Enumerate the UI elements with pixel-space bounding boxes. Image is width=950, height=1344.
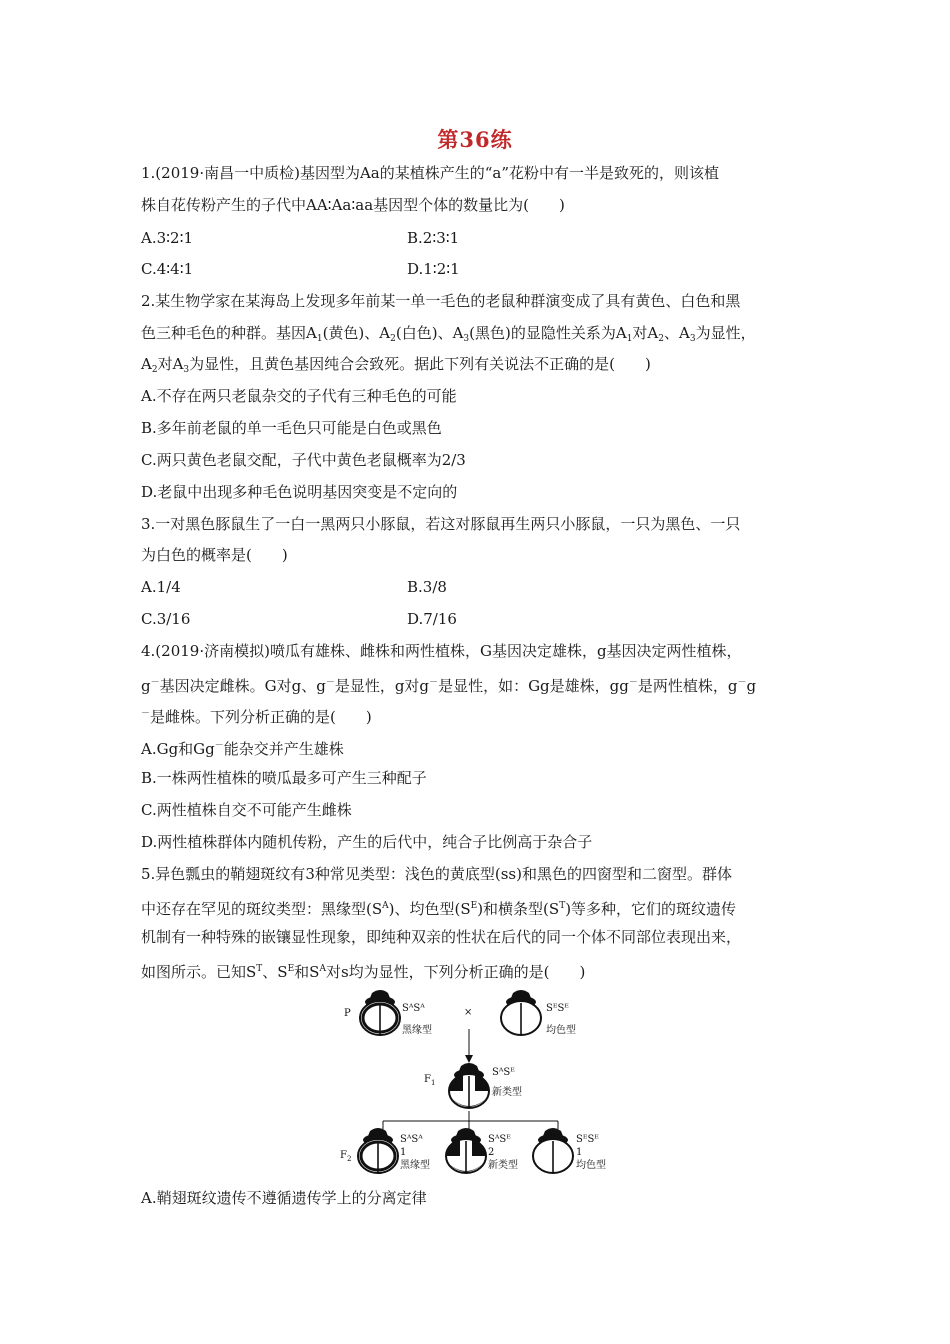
q5-line3: 机制有一种特殊的嵌镶显性现象，即纯种双亲的性状在后代的同一个体不同部位表现出来， [141, 928, 742, 946]
f2b-phenotype: 新类型 [488, 1160, 518, 1171]
q1-line2: 株自花传粉产生的子代中AA∶Aa∶aa基因型个体的数量比为( ) [141, 196, 565, 214]
q2-line1: 2.某生物学家在某海岛上发现多年前某一单一毛色的老鼠种群演变成了具有黄色、白色和黑 [141, 292, 741, 310]
q3-option-d: D.7/16 [407, 610, 457, 628]
q2-option-c: C.两只黄色老鼠交配，子代中黄色老鼠概率为2/3 [141, 451, 466, 469]
q5-option-a: A.鞘翅斑纹遗传不遵循遗传学上的分离定律 [141, 1189, 427, 1207]
q4-line3: －是雌株。下列分析正确的是( ) [141, 708, 372, 726]
q2-line2: 色三种毛色的种群。基因$A_1$(黄色)、$A_2$(白色)、$A_3$(黑色)的显隐性关系为$A_1$对$A_2$、$A_3$为显性， [141, 324, 756, 344]
q3-option-a: A.1/4 [141, 578, 181, 596]
f2-beetle-even-color-icon [533, 1128, 573, 1173]
f2a-phenotype: 黑缘型 [400, 1160, 430, 1171]
f2b-genotype: SᴬSᴱ [488, 1134, 511, 1145]
f2c-ratio: 1 [576, 1147, 583, 1158]
q4-option-d: D.两性植株群体内随机传粉，产生的后代中，纯合子比例高于杂合子 [141, 833, 593, 851]
f2-beetle-new-type-icon [446, 1128, 486, 1173]
f2c-phenotype: 均色型 [576, 1160, 606, 1171]
arrow-head-icon [465, 1055, 473, 1063]
f2-beetle-black-edge-icon [358, 1128, 398, 1173]
p2-phenotype: 均色型 [546, 1025, 576, 1036]
q4-option-b: B.一株两性植株的喷瓜最多可产生三种配子 [141, 769, 427, 787]
q2-option-b: B.多年前老鼠的单一毛色只可能是白色或黑色 [141, 419, 442, 437]
p1-phenotype: 黑缘型 [402, 1025, 432, 1036]
beetle-even-color-icon [501, 990, 541, 1035]
q4-line2: g－基因决定雌株。G对g、g－是显性，g对g－是显性，如：Gg是雄株，gg－是两性植株，g－g [141, 677, 757, 695]
q1-option-c: C.4∶4∶1 [141, 260, 194, 278]
q2-line3: $A_2$对$A_3$为显性，且黄色基因纯合会致死。据此下列有关说法不正确的是( ) [141, 355, 651, 375]
q4-option-a: A.Gg和Gg－能杂交并产生雄株 [141, 740, 344, 758]
f1-genotype: SᴬSᴱ [492, 1067, 515, 1078]
q5-line4: 如图所示。已知$S^T$、$S^E$和$S^A$对s均为显性，下列分析正确的是( ) [141, 963, 586, 981]
cross-symbol: × [464, 1007, 473, 1018]
beetle-black-edge-icon [360, 990, 400, 1035]
f2c-genotype: SᴱSᴱ [576, 1134, 599, 1145]
q1-option-d: D.1∶2∶1 [407, 260, 460, 278]
q4-line1: 4.(2019·济南模拟)喷瓜有雄株、雌株和两性植株，G基因决定雄株，g基因决定两性植株， [141, 642, 742, 660]
f2a-genotype: SᴬSᴬ [400, 1134, 423, 1145]
q5-line2: 中还存在罕见的斑纹类型：黑缘型$(S^A)$、均色型$(S^E)$和横条型$(S^T)$等多种，它们的斑纹遗传 [141, 900, 737, 918]
q4-option-c: C.两性植株自交不可能产生雌株 [141, 801, 352, 819]
q1-option-b: B.2∶3∶1 [407, 229, 460, 247]
q1-line1: 1.(2019·南昌一中质检)基因型为Aa的某植株产生的“a”花粉中有一半是致死的，则该植 [141, 164, 720, 182]
q3-line1: 3.一对黑色豚鼠生了一白一黑两只小豚鼠，若这对豚鼠再生两只小豚鼠，一只为黑色、一只 [141, 515, 741, 533]
f2-label: $F_2$ [340, 1150, 352, 1163]
p-label: P [344, 1008, 351, 1019]
q3-line2: 为白色的概率是( ) [141, 546, 288, 564]
q3-option-c: C.3/16 [141, 610, 191, 628]
q2-option-d: D.老鼠中出现多种毛色说明基因突变是不定向的 [141, 483, 458, 501]
beetle-new-type-icon [449, 1063, 489, 1108]
p2-genotype: SᴱSᴱ [546, 1003, 569, 1014]
q3-option-b: B.3/8 [407, 578, 447, 596]
page-title: 第36练 [437, 127, 513, 152]
ladybird-cross-figure [338, 985, 614, 1180]
q5-line1: 5.异色瓢虫的鞘翅斑纹有3种常见类型：浅色的黄底型(ss)和黑色的四窗型和二窗型。群体 [141, 865, 732, 883]
f1-phenotype: 新类型 [492, 1087, 522, 1098]
q1-option-a: A.3∶2∶1 [141, 229, 194, 247]
f2a-ratio: 1 [400, 1147, 407, 1158]
q2-option-a: A.不存在两只老鼠杂交的子代有三种毛色的可能 [141, 387, 457, 405]
p1-genotype: SᴬSᴬ [402, 1003, 425, 1014]
f1-label: $F_1$ [424, 1074, 436, 1087]
f2b-ratio: 2 [488, 1147, 495, 1158]
